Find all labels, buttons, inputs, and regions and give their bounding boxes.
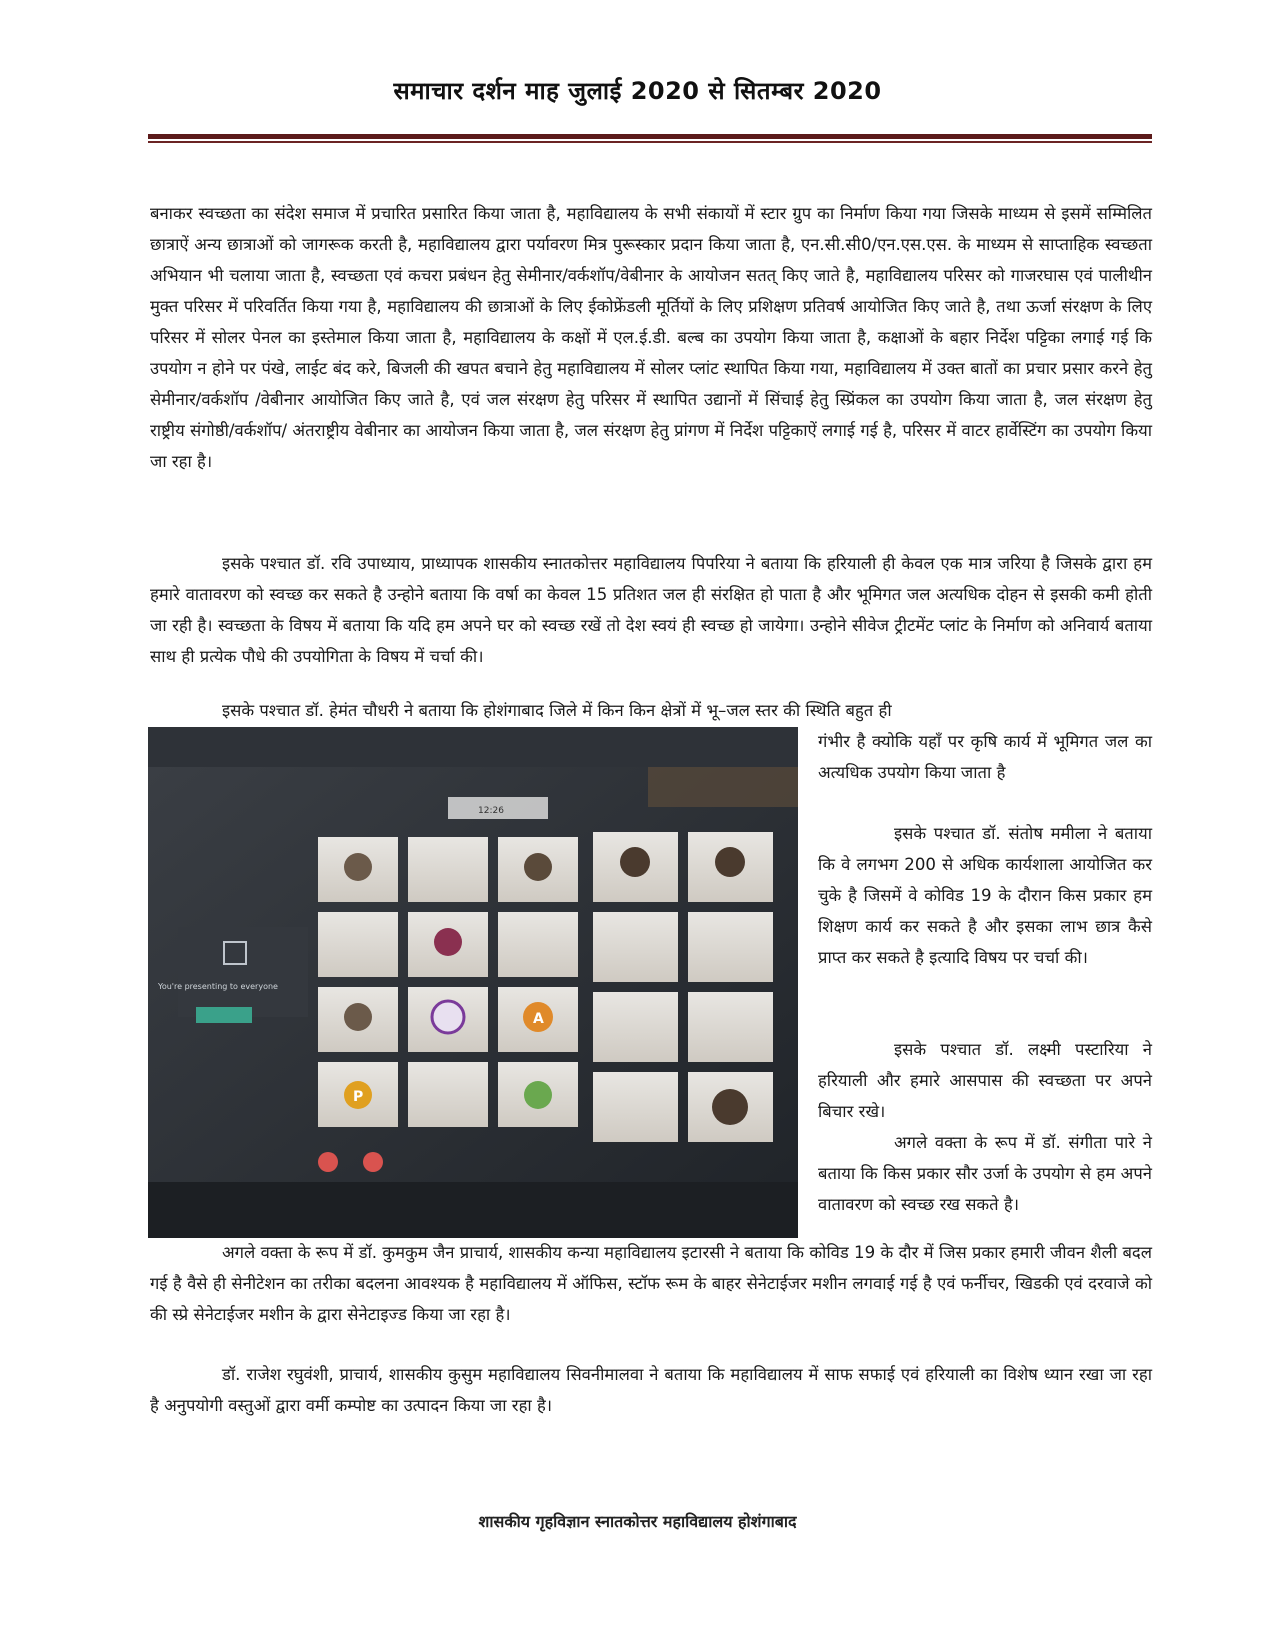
header-rule-thin bbox=[148, 141, 1152, 143]
paragraph-4: अगले वक्ता के रूप में डॉ. कुमकुम जैन प्राचार्य, शासकीय कन्या महाविद्यालय इटारसी ने बताया कि कोविड 19 के दौर में जिस प्रकार हमारी जीवन शैली बदल गई है वैसे ही सेनीटेशन का तरीका बदलना आवश्यक है महाविद्यालय में ऑफिस, स्टॉफ रूम के बाहर सेनेटाईजर मशीन लगवाई गई है एवं फर्नीचर, खिडकी एवं दरवाजे को की स्प्रे सेनेटाईजर मशीन के द्वारा सेनेटाइज्ड किया जा रहा है। bbox=[150, 1243, 1152, 1324]
side-text-1: गंभीर है क्योकि यहाँ पर कृषि कार्य में भूमिगत जल का अत्यधिक उपयोग किया जाता है bbox=[818, 732, 1152, 782]
avatar-p: P bbox=[353, 1089, 364, 1105]
avatar-a: A bbox=[533, 1011, 544, 1027]
paragraph-3-start: इसके पश्चात डॉ. हेमंत चौधरी ने बताया कि होशंगाबाद जिले में किन किन क्षेत्रों में भू–जल स्तर की स्थिति बहुत ही bbox=[222, 701, 892, 720]
clock-text: 12:26 bbox=[478, 806, 504, 816]
page-title: समाचार दर्शन माह जुलाई 2020 से सितम्बर 2020 bbox=[393, 77, 882, 105]
paragraph-1: बनाकर स्वच्छता का संदेश समाज में प्रचारित प्रसारित किया जाता है, महाविद्यालय के सभी संकायों में स्टार ग्रुप का निर्माण किया गया जिसके माध्यम से इसमें सम्मिलित छात्राऐं अन्य छात्राओं को जागरूक करती है, महाविद्यालय द्वारा पर्यावरण मित्र पुरूस्कार प्रदान किया जाता है, एन.सी.सी0/एन.एस.एस. के माध्यम से साप्ताहिक स्वच्छता अभियान भी चलाया जाता है, स्वच्छता एवं कचरा प्रबंधन हेतु सेमीनार/वर्कशॉप/वेबीनार के आयोजन सतत् किए जाते है, महाविद्यालय परिसर को गाजरघास एवं पालीथीन मुक्त परिसर में परिवर्तित किया गया है, महाविद्यालय की छात्राओं के लिए ईकोफ्रेंडली मूर्तियों के लिए प्रशिक्षण प्रतिवर्ष आयोजित किए जाते है, तथा ऊर्जा संरक्षण के लिए परिसर में सोलर पेनल का इस्तेमाल किया जाता है, महाविद्यालय के कक्षों में एल.ई.डी. बल्ब का उपयोग किया जाता है, कक्षाओं के बहार निर्देश पट्टिका लगाई गई कि उपयोग न होने पर पंखे, लाईट बंद करे, बिजली की खपत बचाने हेतु महाविद्यालय में सोलर प्लांट स्थापित किया गया, महाविद्यालय में उक्त बातों का प्रचार प्रसार करने हेतु सेमीनार/वर्कशॉप /वेबीनार आयोजित किए जाते है, एवं जल संरक्षण हेतु परिसर में स्थापित उद्यानों में सिंचाई हेतु स्प्रिंकल का उपयोग किया जाता है, जल संरक्षण हेतु राष्ट्रीय संगोष्ठी/वर्कशॉप/ अंतराष्ट्रीय वेबीनार का आयोजन किया जाता है, जल संरक्षण हेतु प्रांगण में निर्देश पट्टिकाऐं लगाई गई है, परिसर में वाटर हार्वेस्टिंग का उपयोग किया जा रहा है। bbox=[150, 204, 1152, 471]
side-text-4: अगले वक्ता के रूप में डॉ. संगीता पारे ने बताया कि किस प्रकार सौर उर्जा के उपयोग से हम अपने वातावरण को स्वच्छ रख सकते है। bbox=[818, 1133, 1152, 1214]
side-text-3: इसके पश्चात डॉ. लक्ष्मी पस्टारिया ने हरियाली और हमारे आसपास की स्वच्छता पर अपने बिचार रखे। bbox=[818, 1040, 1152, 1121]
header-rule-thick bbox=[148, 134, 1152, 139]
paragraph-5: डॉ. राजेश रघुवंशी, प्राचार्य, शासकीय कुसुम महाविद्यालय सिवनीमालवा ने बताया कि महाविद्यालय में साफ सफाई एवं हरियाली का विशेष ध्यान रखा जा रहा है अनुपयोगी वस्तुओं द्वारा वर्मी कम्पोष्ट का उत्पादन किया जा रहा है। bbox=[150, 1365, 1152, 1415]
paragraph-2: इसके पश्चात डॉ. रवि उपाध्याय, प्राध्यापक शासकीय स्नातकोत्तर महाविद्यालय पिपरिया ने बताया कि हरियाली ही केवल एक मात्र जरिया है जिसके द्वारा हम हमारे वातावरण को स्वच्छ कर सकते है उन्होने बताया कि वर्षा का केवल 15 प्रतिशत जल ही संरक्षित हो पाता है और भूमिगत जल अत्यधिक दोहन से इसकी कमी होती जा रही है। स्वच्छता के विषय में बताया कि यदि हम अपने घर को स्वच्छ रखें तो देश स्वयं ही स्वच्छ हो जायेगा। उन्होने सीवेज ट्रीटमेंट प्लांट के निर्माण को अनिवार्य बताया साथ ही प्रत्येक पौधे की उपयोगिता के विषय में चर्चा की। bbox=[150, 554, 1152, 666]
video-conference-photo bbox=[148, 727, 798, 1238]
page-footer: शासकीय गृहविज्ञान स्नातकोत्तर महाविद्यालय होशंगाबाद bbox=[478, 1512, 797, 1531]
presenting-text: You're presenting to everyone bbox=[158, 982, 278, 991]
presenting-panel bbox=[157, 927, 308, 1023]
side-text-2: इसके पश्चात डॉ. संतोष ममीला ने बताया कि वे लगभग 200 से अधिक कार्यशाला आयोजित कर चुके है जिसमें वे कोविड 19 के दौरान किस प्रकार हम शिक्षण कार्य कर सकते है और इसका लाभ छात्र कैसे प्राप्त कर सकते है इत्यादि विषय पर चर्चा की। bbox=[818, 824, 1152, 967]
